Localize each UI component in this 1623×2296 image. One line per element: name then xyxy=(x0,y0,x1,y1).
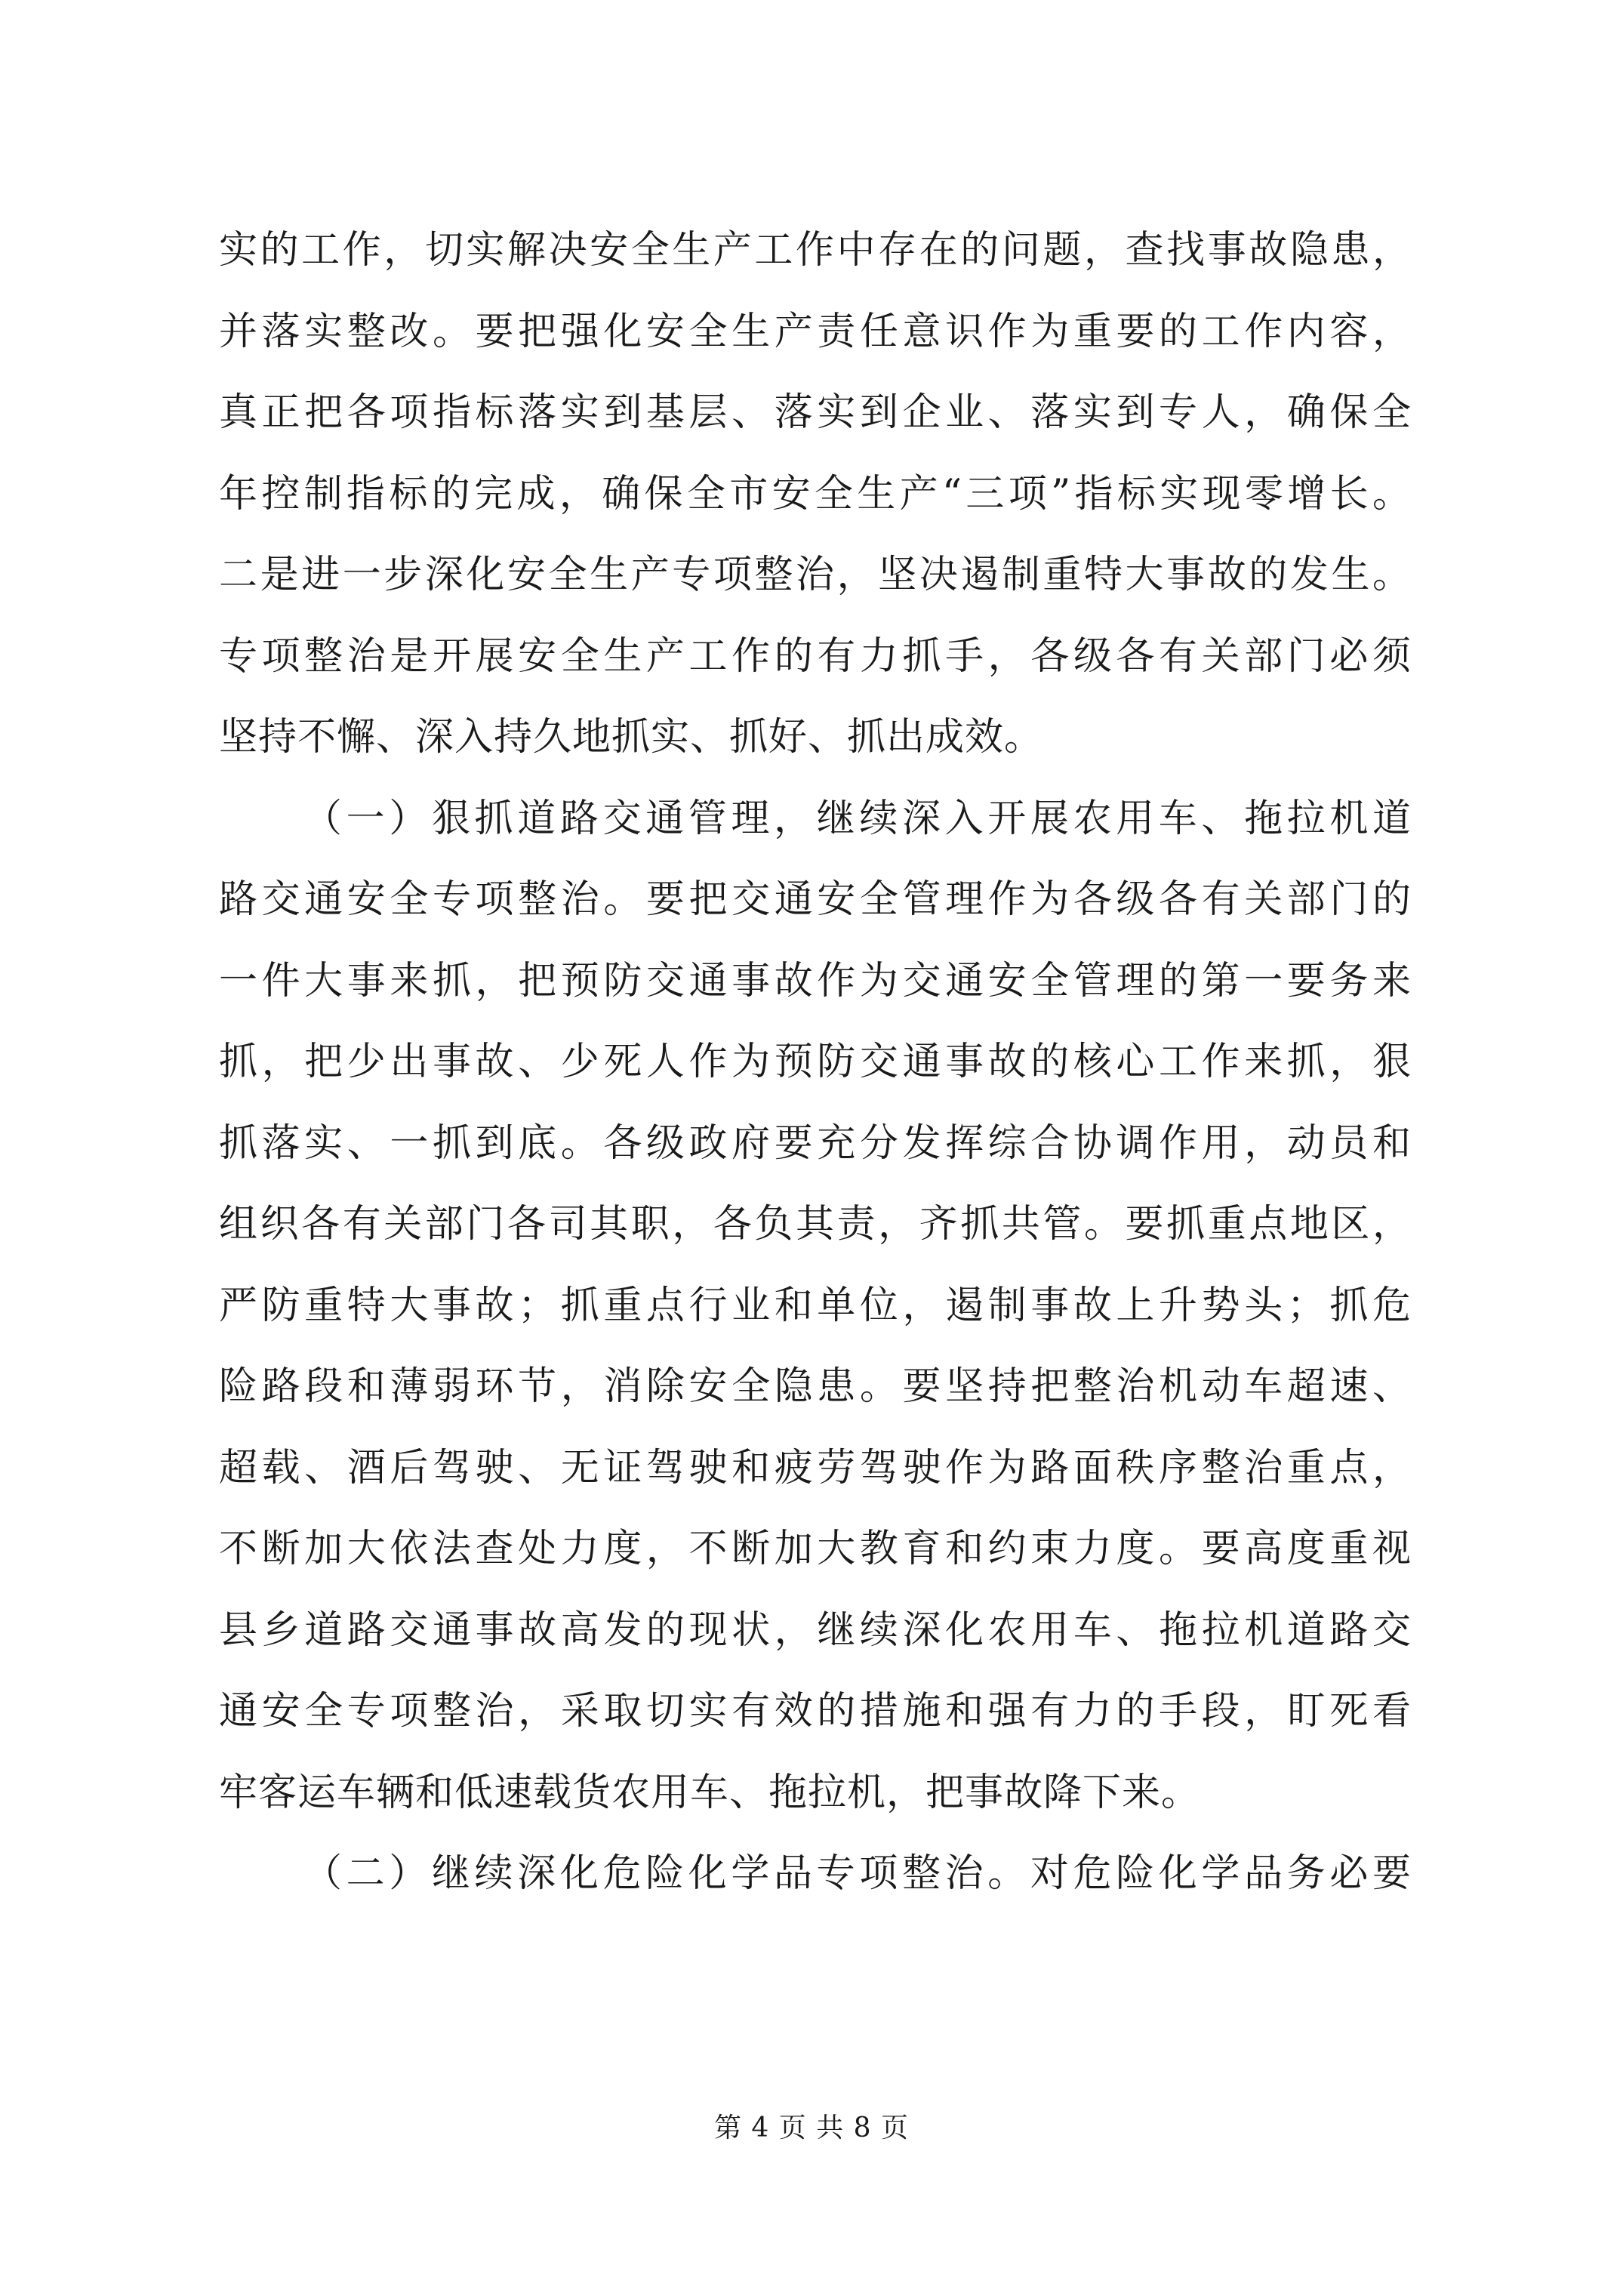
text-line: 县乡道路交通事故高发的现状，继续深化农用车、拖拉机道路交 xyxy=(219,1607,1412,1653)
text-line: 不断加大依法查处力度，不断加大教育和约束力度。要高度重视 xyxy=(219,1527,1412,1571)
body-text xyxy=(219,210,1412,1915)
text-line: 实的工作，切实解决安全生产工作中存在的问题，查找事故隐患， xyxy=(219,228,1412,273)
text-line: 路交通安全专项整治。要把交通安全管理作为各级各有关部门的 xyxy=(219,877,1412,922)
text-line: 坚持不懈、深入持久地抓实、抓好、抓出成效。 xyxy=(219,715,1044,760)
text-line: 抓，把少出事故、少死人作为预防交通事故的核心工作来抓，狠 xyxy=(219,1040,1412,1084)
text-line: 专项整治是开展安全生产工作的有力抓手，各级各有关部门必须 xyxy=(219,633,1412,679)
text-line: 一件大事来抓，把预防交通事故作为交通安全管理的第一要务来 xyxy=(219,958,1412,1003)
text-line: 超载、酒后驾驶、无证驾驶和疲劳驾驶作为路面秩序整治重点， xyxy=(219,1445,1412,1490)
paragraph-heading-line: （二）继续深化危险化学品专项整治。对危险化学品务必要 xyxy=(303,1851,1412,1896)
text-line: 年控制指标的完成，确保全市安全生产“三项”指标实现零增长。 xyxy=(219,471,1412,516)
text-line: 二是进一步深化安全生产专项整治，坚决遏制重特大事故的发生。 xyxy=(219,553,1412,597)
paragraph-heading-line: （一）狠抓道路交通管理，继续深入开展农用车、拖拉机道 xyxy=(303,796,1412,841)
text-line: 险路段和薄弱环节，消除安全隐患。要坚持把整治机动车超速、 xyxy=(219,1364,1412,1409)
text-line: 组织各有关部门各司其职，各负其责，齐抓共管。要抓重点地区， xyxy=(219,1202,1412,1247)
text-line: 抓落实、一抓到底。各级政府要充分发挥综合协调作用，动员和 xyxy=(219,1120,1412,1166)
text-line: 严防重特大事故；抓重点行业和单位，遏制事故上升势头；抓危 xyxy=(219,1283,1412,1328)
text-line: 通安全专项整治，采取切实有效的措施和强有力的手段，盯死看 xyxy=(219,1689,1412,1734)
text-line: 牢客运车辆和低速载货农用车、拖拉机，把事故降下来。 xyxy=(219,1770,1201,1815)
text-line: 并落实整改。要把强化安全生产责任意识作为重要的工作内容， xyxy=(219,309,1412,354)
text-line: 真正把各项指标落实到基层、落实到企业、落实到专人，确保全 xyxy=(219,390,1412,435)
page-number: 第 4 页 共 8 页 xyxy=(713,2113,910,2143)
